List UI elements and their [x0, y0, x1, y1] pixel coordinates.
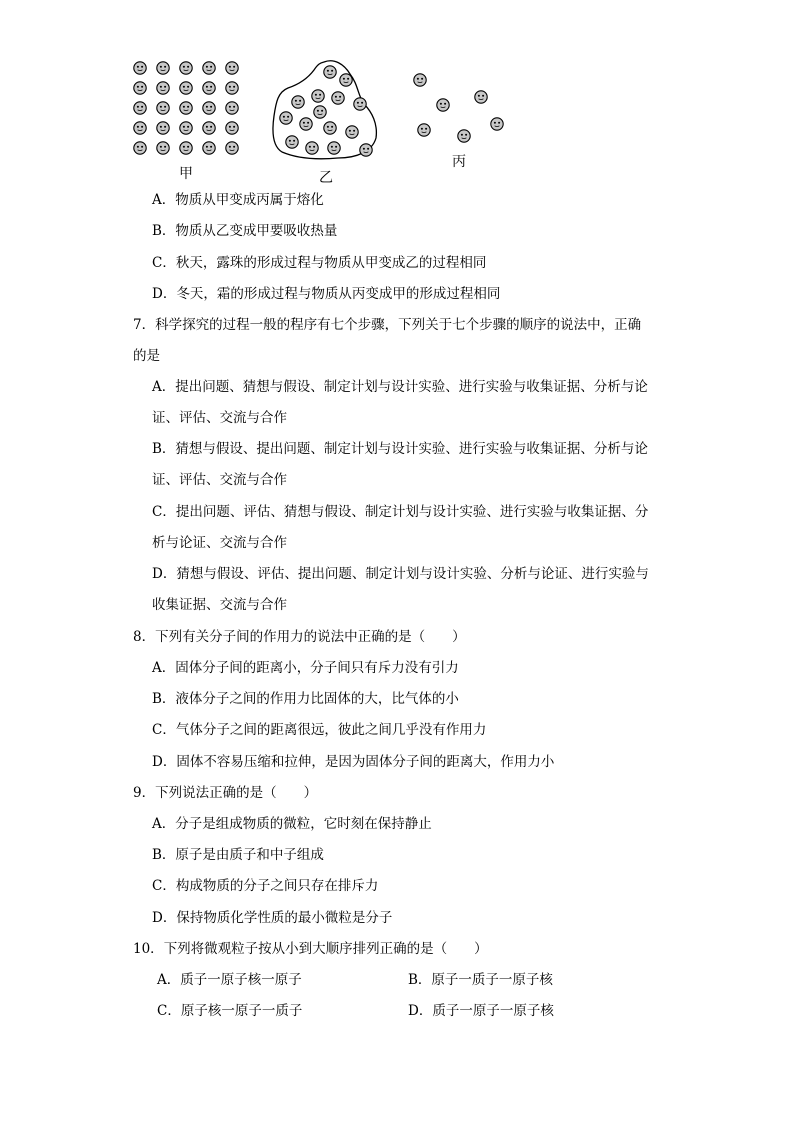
- q10-option-a: A．质子一原子核一原子: [157, 972, 302, 988]
- figure-label-jia: 甲: [179, 166, 193, 182]
- q6-option-b: B．物质从乙变成甲要吸收热量: [152, 223, 338, 239]
- liquid-state-blob: [273, 61, 376, 159]
- q10-option-d: D．质子一原子一原子核: [408, 1003, 554, 1019]
- q6-option-d: D．冬天，霜的形成过程与物质从丙变成甲的形成过程相同: [152, 286, 501, 302]
- q10-stem: 10．下列将微观粒子按从小到大顺序排列正确的是（ ）: [133, 941, 488, 957]
- q7-option-a: A．提出问题、猜想与假设、制定计划与设计实验、进行实验与收集证据、分析与论: [152, 379, 648, 395]
- q9-option-a: A．分子是组成物质的微粒，它时刻在保持静止: [152, 816, 432, 832]
- q8-option-c: C．气体分子之间的距离很远，彼此之间几乎没有作用力: [152, 722, 487, 738]
- q8-option-a: A．固体分子间的距离小，分子间只有斥力没有引力: [152, 660, 459, 676]
- q9-option-b: B．原子是由质子和中子组成: [152, 847, 324, 863]
- q7-option-c-cont: 析与论证、交流与合作: [152, 535, 287, 551]
- q7-stem-cont: 的是: [133, 348, 160, 364]
- q9-option-c: C．构成物质的分子之间只存在排斥力: [152, 878, 379, 894]
- q9-stem: 9．下列说法正确的是（ ）: [133, 785, 318, 801]
- q7-option-d: D．猜想与假设、评估、提出问题、制定计划与设计实验、分析与论证、进行实验与: [152, 566, 649, 582]
- q9-option-d: D．保持物质化学性质的最小微粒是分子: [152, 910, 393, 926]
- q7-option-b: B．猜想与假设、提出问题、制定计划与设计实验、进行实验与收集证据、分析与论: [152, 441, 648, 457]
- q8-option-d: D．固体不容易压缩和拉伸，是因为固体分子间的距离大，作用力小: [152, 754, 555, 770]
- q7-option-b-cont: 证、评估、交流与合作: [152, 472, 287, 488]
- q7-stem: 7．科学探究的过程一般的程序有七个步骤，下列关于七个步骤的顺序的说法中，正确: [133, 317, 642, 333]
- q7-option-c: C．提出问题、评估、猜想与假设、制定计划与设计实验、进行实验与收集证据、分: [152, 504, 649, 520]
- q7-option-d-cont: 收集证据、交流与合作: [152, 597, 287, 613]
- figure-label-yi: 乙: [319, 170, 333, 186]
- solid-state-grid: [134, 62, 238, 154]
- gas-state-scatter: [414, 74, 503, 142]
- q10-option-c: C．原子核一原子一质子: [157, 1003, 303, 1019]
- figure-label-bing: 丙: [452, 154, 466, 170]
- q6-option-a: A．物质从甲变成丙属于熔化: [152, 192, 324, 208]
- q8-stem: 8．下列有关分子间的作用力的说法中正确的是（ ）: [133, 629, 466, 645]
- q6-option-c: C．秋天，露珠的形成过程与物质从甲变成乙的过程相同: [152, 255, 487, 271]
- q10-option-b: B．原子一质子一原子核: [408, 972, 553, 988]
- molecule-figure: [0, 0, 794, 200]
- q7-option-a-cont: 证、评估、交流与合作: [152, 410, 287, 426]
- q8-option-b: B．液体分子之间的作用力比固体的大，比气体的小: [152, 691, 459, 707]
